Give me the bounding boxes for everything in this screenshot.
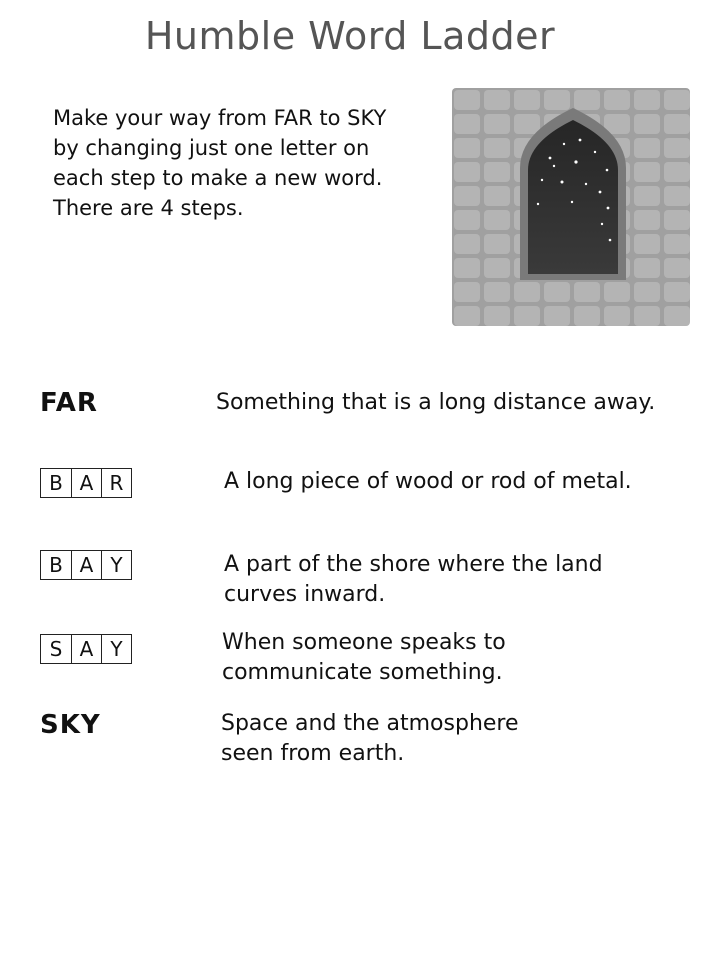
instructions-text: Make your way from FAR to SKY by changing just one letter on each step to make a new word. There are 4 steps. bbox=[53, 106, 387, 220]
step-2-letter-3[interactable]: Y bbox=[101, 551, 131, 579]
step-3-letter-2[interactable]: A bbox=[71, 635, 101, 663]
step-2-clue: A part of the shore where the land curves inward. bbox=[224, 552, 603, 607]
end-word: SKY bbox=[40, 710, 101, 740]
step-3-letter-3[interactable]: Y bbox=[101, 635, 131, 663]
page-title: Humble Word Ladder bbox=[144, 14, 556, 58]
end-word-clue: Space and the atmosphere seen from earth. bbox=[221, 711, 519, 766]
step-1-clue: A long piece of wood or rod of metal. bbox=[224, 469, 632, 494]
step-1-letter-boxes bbox=[40, 468, 132, 498]
step-2-letter-1[interactable]: B bbox=[49, 553, 63, 577]
step-1-letter-1[interactable]: B bbox=[49, 471, 63, 495]
step-3-letter-boxes bbox=[40, 634, 132, 664]
step-2-letter-boxes bbox=[40, 550, 132, 580]
step-3-clue: When someone speaks to communicate something. bbox=[222, 630, 506, 685]
castle-window-night-sky-icon bbox=[452, 88, 690, 326]
step-1-letter-2[interactable]: A bbox=[71, 469, 101, 497]
step-2-letter-2[interactable]: A bbox=[71, 551, 101, 579]
step-1-letter-3[interactable]: R bbox=[101, 469, 131, 497]
start-word: FAR bbox=[40, 388, 98, 418]
start-word-clue: Something that is a long distance away. bbox=[216, 390, 656, 415]
step-3-letter-1[interactable]: S bbox=[49, 637, 63, 661]
